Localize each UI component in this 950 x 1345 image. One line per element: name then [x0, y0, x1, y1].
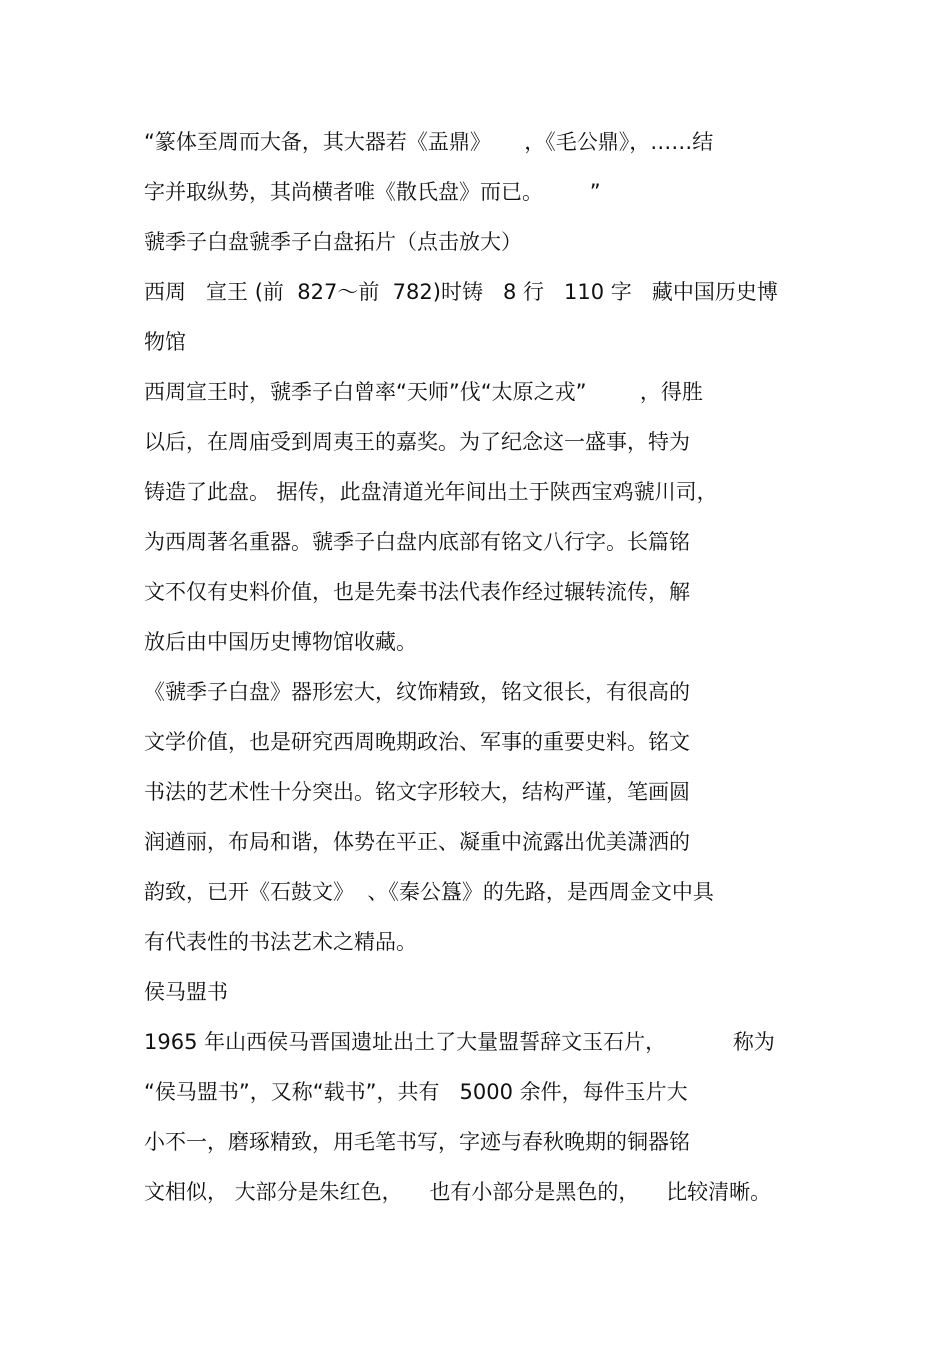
text-line: 《虢季子白盘》器形宏大，纹饰精致，铭文很长，有很高的 [144, 680, 690, 704]
text-line: 润遒丽，布局和谐，体势在平正、凝重中流露出优美潇洒的 [144, 830, 690, 854]
text-line: 小不一，磨琢精致，用毛笔书写，字迹与春秋晚期的铜器铭 [144, 1130, 690, 1154]
text-line: 文不仅有史料价值，也是先秦书法代表作经过辗转流传，解 [144, 580, 690, 604]
text-line: 文学价值，也是研究西周晚期政治、军事的重要史料。铭文 [144, 730, 690, 754]
text-line: 有代表性的书法艺术之精品。 [144, 930, 417, 954]
text-line: 西周 宣王 (前 827～前 782)时铸 8 行 110 字 藏中国历史博 [144, 280, 778, 304]
text-line: 为西周著名重器。虢季子白盘内底部有铭文八行字。长篇铭 [144, 530, 690, 554]
text-line: 铸造了此盘。 据传，此盘清道光年间出土于陕西宝鸡虢川司， [144, 480, 718, 504]
text-line: 西周宣王时，虢季子白曾率“天师”伐“太原之戎” ，得胜 [144, 380, 703, 404]
text-line: 字并取纵势，其尚横者唯《散氏盘》而已。 ” [144, 180, 601, 204]
section-heading: 侯马盟书 [144, 980, 228, 1004]
text-line: “侯马盟书”，又称“载书”，共有 5000 余件，每件玉片大 [144, 1080, 688, 1104]
text-line: 书法的艺术性十分突出。铭文字形较大，结构严谨，笔画圆 [144, 780, 690, 804]
text-line: “篆体至周而大备，其大器若《盂鼎》 ，《毛公鼎》，……结 [144, 130, 714, 154]
text-line: 以后，在周庙受到周夷王的嘉奖。为了纪念这一盛事，特为 [144, 430, 690, 454]
section-heading: 虢季子白盘虢季子白盘拓片（点击放大） [144, 230, 522, 254]
text-line: 物馆 [144, 330, 186, 354]
text-line: 韵致，已开《石鼓文》 、《秦公簋》的先路，是西周金文中具 [144, 880, 714, 904]
text-line: 1965 年山西侯马晋国遗址出土了大量盟誓辞文玉石片， 称为 [144, 1030, 775, 1054]
text-line: 放后由中国历史博物馆收藏。 [144, 630, 417, 654]
text-line: 文相似， 大部分是朱红色， 也有小部分是黑色的， 比较清晰。 [144, 1180, 772, 1204]
